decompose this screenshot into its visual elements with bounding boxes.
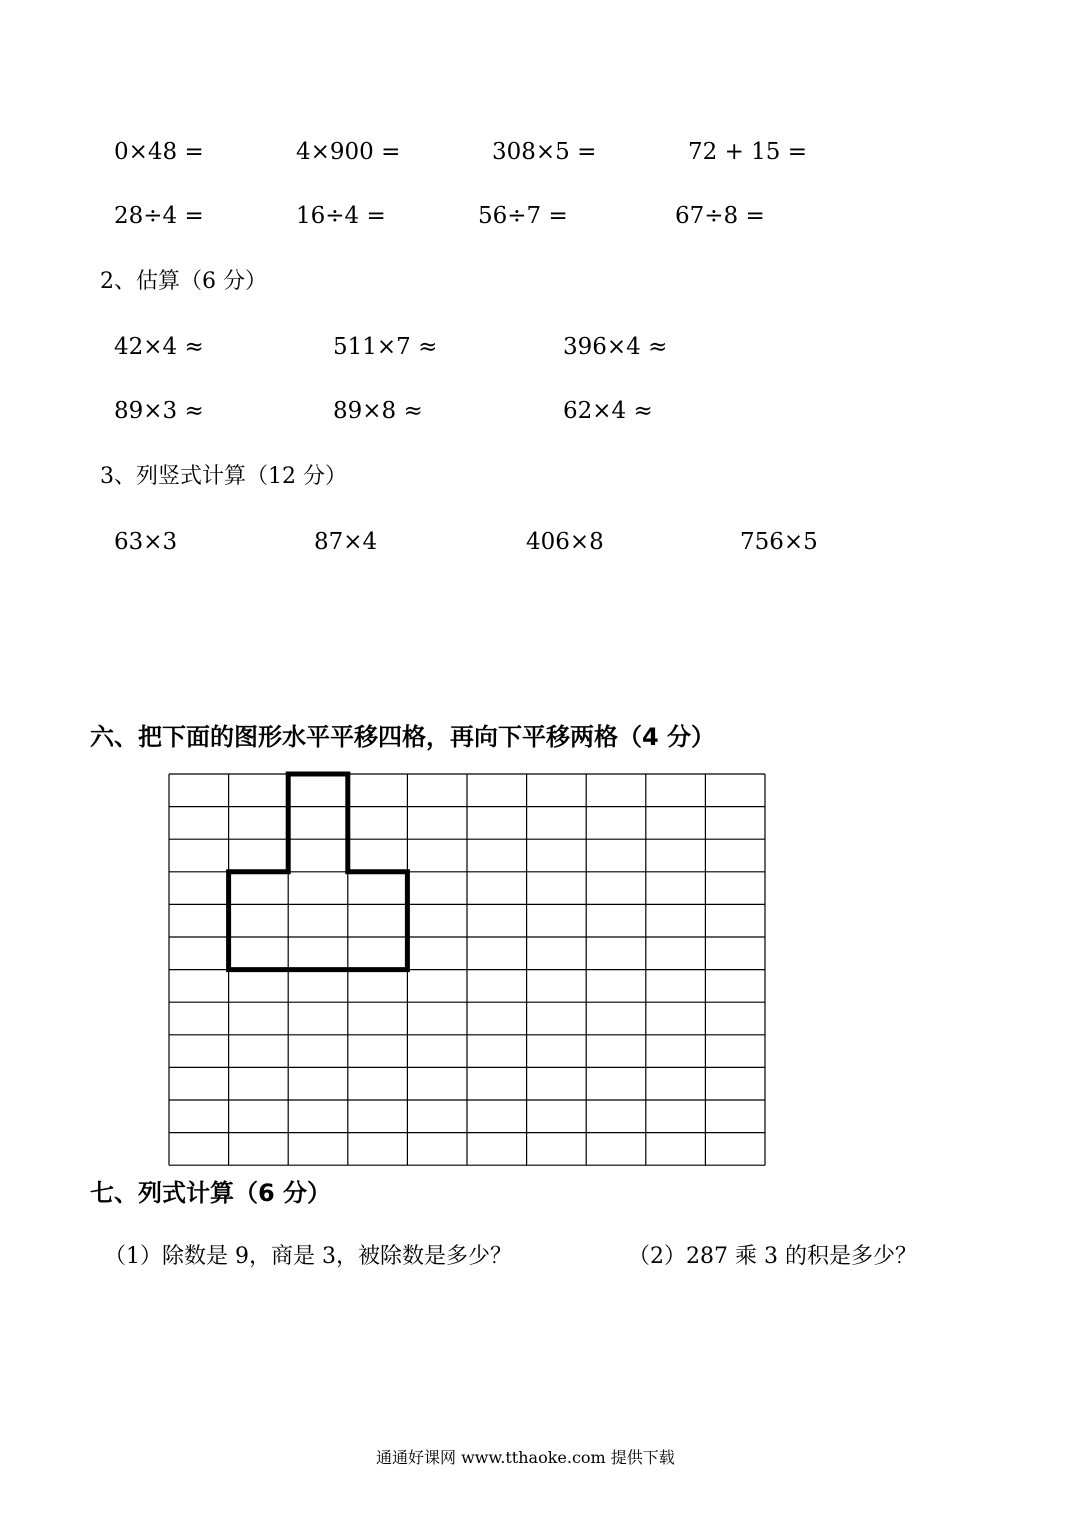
oral-calc-item: 28÷4 = bbox=[114, 203, 204, 229]
oral-calc-item: 67÷8 = bbox=[675, 203, 765, 229]
oral-calc-item: 308×5 = bbox=[492, 139, 597, 165]
estimate-item: 42×4 ≈ bbox=[114, 334, 204, 360]
estimate-item: 62×4 ≈ bbox=[563, 398, 653, 424]
question-1: （1）除数是 9，商是 3，被除数是多少？ bbox=[104, 1244, 512, 1269]
estimate-item: 89×8 ≈ bbox=[333, 398, 423, 424]
estimate-item: 89×3 ≈ bbox=[114, 398, 204, 424]
vertical-item: 87×4 bbox=[314, 529, 378, 555]
oral-calc-item: 72 + 15 = bbox=[688, 139, 808, 165]
oral-calc-item: 16÷4 = bbox=[296, 203, 386, 229]
estimate-heading: 2、估算（6 分） bbox=[100, 269, 267, 294]
vertical-heading: 3、列竖式计算（12 分） bbox=[100, 464, 347, 489]
section7-heading: 七、列式计算（6 分） bbox=[90, 1179, 332, 1207]
question-2: （2）287 乘 3 的积是多少？ bbox=[628, 1244, 917, 1269]
section6-heading: 六、把下面的图形水平平移四格，再向下平移两格（4 分） bbox=[90, 723, 716, 751]
footer-text: 通通好课网 www.tthaoke.com 提供下载 bbox=[376, 1448, 675, 1467]
oral-calc-item: 4×900 = bbox=[296, 139, 401, 165]
estimate-item: 396×4 ≈ bbox=[563, 334, 668, 360]
vertical-item: 756×5 bbox=[740, 529, 818, 555]
estimate-item: 511×7 ≈ bbox=[333, 334, 438, 360]
oral-calc-item: 56÷7 = bbox=[478, 203, 568, 229]
vertical-item: 63×3 bbox=[114, 529, 178, 555]
vertical-item: 406×8 bbox=[526, 529, 604, 555]
oral-calc-item: 0×48 = bbox=[114, 139, 204, 165]
